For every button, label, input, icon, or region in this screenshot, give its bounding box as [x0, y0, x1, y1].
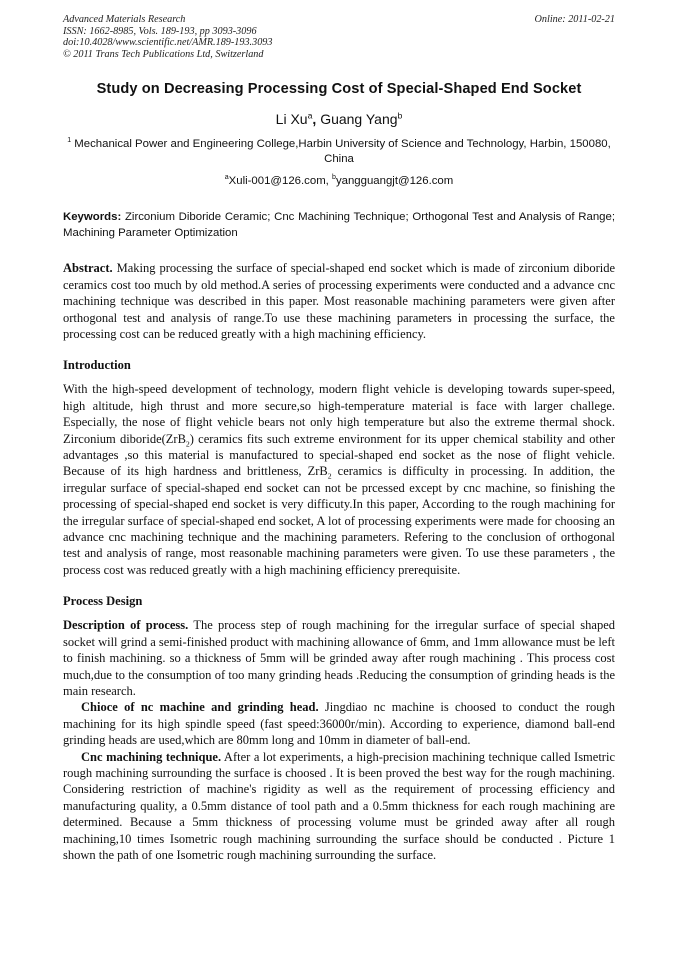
author-separator: ,	[312, 111, 321, 128]
author-name: Li Xu	[275, 111, 308, 128]
run-in-heading: Description of process.	[63, 618, 189, 633]
run-in-heading: Chioce of nc machine and grinding head.	[81, 700, 319, 715]
paragraph-text: After a lot experiments, a high-precision machining technique called Ismetric rough machining surrounding the surface is choosed . It is been proved the best way for the rough machining. Considering restriction of machine's rigidity as well as the requirement of processing efficiency and manufacturing quality, a 0.5mm distance of tool path and a 0.5mm thickness for each rough machining are determined. Because a 5mm thickness of processing volume must be grinded away after all rough machining,10 times Isometric rough machining surrounding the surface should be conducted . Picture 1 shown the path of one Isometric rough machining surrounding the surface.	[63, 749, 615, 862]
email-address: Xuli-001@126.com,	[228, 175, 333, 188]
introduction-paragraph	[63, 381, 615, 578]
email-address: yangguangjt@126.com	[335, 175, 454, 188]
author-list	[63, 111, 615, 127]
keywords-text: Zirconium Diboride Ceramic; Cnc Machining Technique; Orthogonal Test and Analysis of Range; Machining Parameter Optimization	[63, 211, 615, 239]
machine-choice-paragraph	[63, 699, 615, 748]
author-superscript: a	[307, 110, 313, 121]
abstract-label: Abstract.	[63, 261, 113, 276]
paper-title: Study on Decreasing Processing Cost of Special-Shaped End Socket	[96, 81, 582, 98]
abstract-text: Making processing the surface of special-shaped end socket which is made of zirconium diboride ceramics cost too much by old method.A series of processing experiments were conducted and a advance cnc machining technique was described in this paper. Most reasonable machining parameters were given after orthogonal test and analysis of range.To use these machining parameters in processing the surface, the processing cost can be reduced greatly with a high machining efficiency.	[63, 261, 615, 341]
keywords-label: Keywords:	[63, 211, 122, 224]
issn-line: ISSN: 1662-8985, Vols. 189-193, pp 3093-3096	[63, 25, 257, 37]
section-heading-introduction: Introduction	[63, 358, 131, 373]
run-in-heading: Cnc machining technique.	[81, 749, 222, 764]
paragraph-text: ceramics is difficulty in processing. In addition, the irregular surface of special-shaped end socket can not be prcessed except by cnc machine, so finishing the processing of special-shaped end socket is very difficuty.In this paper, According to the rough machining for the irregular surface of special-shaped end socket, A lot of processing experiments were made for choosing an advance cnc machining technique and the machining parameters. Refering to the conclusion of orthogonal test and analysis of range, most reasonable machining parameters were given. To use these parameters , the process cost was reduced greatly with a high machining efficiency prerequisite.	[63, 464, 615, 577]
cnc-technique-paragraph	[63, 749, 615, 864]
affiliation-text: Mechanical Power and Engineering College,Harbin University of Science and Technology, Harbin, 150080, China	[71, 138, 611, 166]
doi-line: doi:10.4028/www.scientific.net/AMR.189-193.3093	[63, 37, 273, 49]
abstract	[63, 260, 615, 342]
paragraph-text: Jingdiao nc machine is choosed to conduct the rough machining for its high spindle speed (fast speed:36000r/min). According to experience, diamond ball-end grinding heads are used,which are 80mm long and 10mm in diameter of ball-end.	[63, 700, 615, 748]
process-description-paragraph	[63, 617, 615, 699]
journal-name: Advanced Materials Research	[63, 14, 186, 25]
online-date: Online: 2011-02-21	[534, 14, 615, 25]
author-emails	[63, 175, 615, 187]
subscript: 2	[185, 439, 190, 449]
affiliation-superscript: 1	[67, 137, 72, 145]
paragraph-text: With the high-speed development of technology, modern flight vehicle is developing towards super-speed, high altitude, high thrust and more secure,so high-temperature material is face with larger challege. Especially, the nose of flight vehicle bears not only high temperature but also the extreme thermal shock. Zirconium diboride(ZrB	[63, 382, 615, 446]
journal-header	[63, 14, 615, 60]
paragraph-text: The process step of rough machining for the irregular surface of special shaped socket will grind a semi-finished product with machining allowance of 6mm, and 1mm allowance must be left to finish machining. so a thickness of 5mm will be grinded away after rough machining . This process cost much,due to the consumption of too many grinding heads .Reducing the consumption of grinding heads is the main research.	[63, 618, 615, 698]
email-superscript: a	[224, 174, 229, 182]
copyright-line: © 2011 Trans Tech Publications Ltd, Switzerland	[63, 48, 264, 60]
email-superscript: b	[332, 174, 336, 182]
keywords	[63, 210, 615, 241]
paragraph-text: ) ceramics fits such extreme environment for its upper chemical stability and other advantages ,so this material is manufactured to special-shaped end socket as the nose of flight vehicle. Because of its high hardness and brittleness, ZrB	[63, 431, 615, 479]
author-name: Guang Yang	[320, 111, 398, 128]
section-heading-process-design: Process Design	[63, 594, 143, 609]
author-superscript: b	[397, 110, 403, 121]
subscript: 2	[327, 471, 332, 481]
affiliation	[63, 137, 615, 167]
